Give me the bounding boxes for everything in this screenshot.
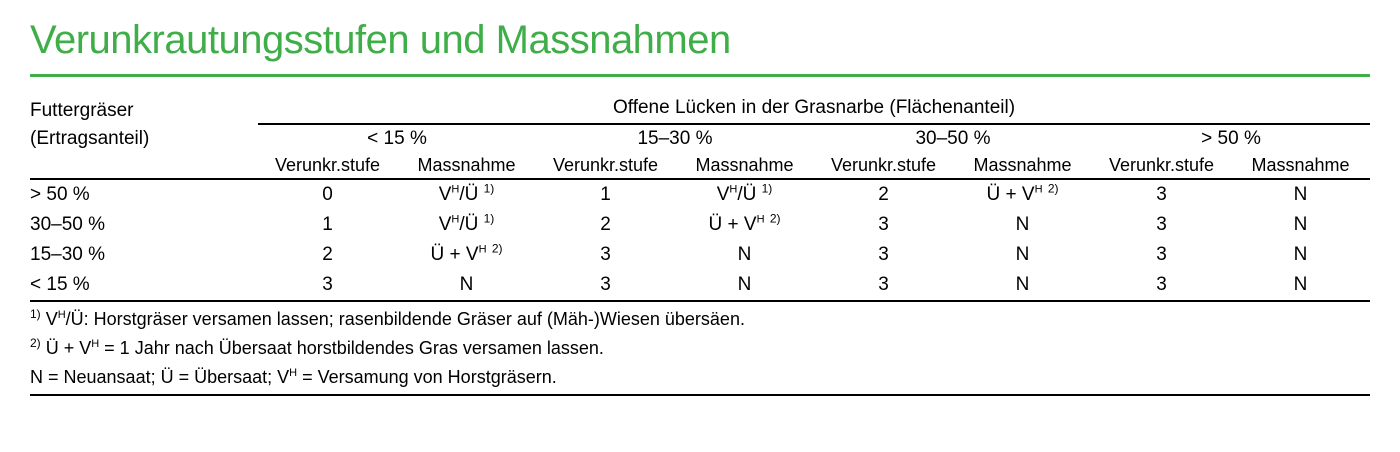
measure-superscript: H: [1034, 183, 1043, 196]
cell-massnahme: [397, 270, 536, 301]
corner-label-line1: Futtergräser: [30, 100, 134, 121]
cell-stufe: 3: [536, 270, 675, 301]
footnote-1-marker: 1): [30, 307, 41, 321]
cell-stufe: 2: [322, 244, 333, 265]
table-group-header-row: [30, 124, 1370, 152]
measure-superscript: H: [451, 213, 460, 226]
measure-text: N: [1293, 274, 1308, 295]
cell-massnahme: [953, 210, 1092, 240]
cell-stufe: 3: [878, 244, 889, 265]
table-subheader-row: [30, 152, 1370, 178]
measure-text: Ü + V: [986, 184, 1035, 205]
table-row: [30, 179, 1370, 210]
footnote-2-superscript: H: [91, 338, 100, 350]
cell-stufe: 3: [1156, 214, 1167, 235]
measure-text: V: [716, 184, 730, 205]
measure-text: N: [1293, 184, 1308, 205]
footnotes: [30, 305, 1370, 396]
footnote-2: [30, 334, 1370, 363]
cell-massnahme: [953, 270, 1092, 301]
cell-massnahme: [953, 179, 1092, 210]
cell-stufe: 3: [878, 214, 889, 235]
group-header-1: 15–30 %: [637, 128, 713, 149]
legend-text-b: = Versamung von Horstgräsern.: [297, 367, 557, 387]
footnote-marker: 1): [761, 181, 773, 196]
table-row: [30, 240, 1370, 270]
cell-massnahme: [397, 240, 536, 270]
measure-text-rest: /Ü: [737, 184, 757, 205]
cell-massnahme: [1231, 240, 1370, 270]
row-label: 30–50 %: [30, 214, 106, 235]
measure-superscript: H: [451, 183, 460, 196]
cell-stufe: 0: [322, 184, 333, 205]
cell-stufe: 2: [600, 214, 611, 235]
span-header: Offene Lücken in der Grasnarbe (Flächenanteil): [258, 93, 1370, 124]
footnote-2-text-b: = 1 Jahr nach Übersaat horstbildendes Gras versamen lassen.: [99, 338, 604, 358]
cell-massnahme: [1231, 210, 1370, 240]
title-divider: [30, 74, 1370, 77]
footnote-2-text-a: Ü + V: [45, 338, 92, 358]
subheader-stufe-2: Verunkr.stufe: [830, 155, 937, 175]
subheader-massnahme-0: Massnahme: [417, 155, 516, 175]
footnote-1-text-b: /Ü: Horstgräser versamen lassen; rasenbildende Gräser auf (Mäh-)Wiesen übersäen.: [65, 309, 745, 329]
cell-stufe: 3: [1092, 270, 1231, 301]
group-header-0: < 15 %: [367, 128, 427, 149]
subheader-empty: [30, 152, 258, 178]
cell-massnahme: [675, 270, 814, 301]
cell-stufe: 3: [258, 270, 397, 301]
table-row: [30, 210, 1370, 240]
measure-superscript: H: [756, 213, 765, 226]
cell-stufe: 2: [878, 184, 889, 205]
measure-text: N: [1293, 214, 1308, 235]
legend-text-a: N = Neuansaat; Ü = Übersaat; V: [30, 367, 290, 387]
measure-text: N: [737, 274, 752, 295]
cell-stufe: 3: [1156, 244, 1167, 265]
cell-massnahme: [675, 240, 814, 270]
footnote-1-superscript: H: [57, 309, 66, 321]
footnote-marker: 1): [483, 181, 495, 196]
subheader-massnahme-1: Massnahme: [695, 155, 794, 175]
subheader-stufe-3: Verunkr.stufe: [1108, 155, 1215, 175]
footnote-2-marker: 2): [30, 336, 41, 350]
measure-text: Ü + V: [430, 244, 479, 265]
row-label: 15–30 %: [30, 244, 106, 265]
footnote-marker: 2): [491, 241, 503, 256]
weed-levels-table: [30, 93, 1370, 302]
cell-stufe: 1: [322, 214, 333, 235]
subheader-massnahme-2: Massnahme: [973, 155, 1072, 175]
measure-text: V: [438, 214, 452, 235]
measure-text-rest: /Ü: [459, 214, 479, 235]
group-header-2: 30–50 %: [915, 128, 991, 149]
footnote-marker: 2): [769, 211, 781, 226]
cell-stufe: 3: [600, 244, 611, 265]
footnote-marker: 2): [1047, 181, 1059, 196]
legend-line: [30, 363, 1370, 396]
measure-text: N: [459, 274, 474, 295]
footnote-1: [30, 305, 1370, 334]
table-header-span-row: [30, 93, 1370, 124]
cell-massnahme: [397, 179, 536, 210]
measure-superscript: H: [478, 243, 487, 256]
row-label: < 15 %: [30, 270, 258, 301]
footnote-marker: 1): [483, 211, 495, 226]
group-header-3: > 50 %: [1201, 128, 1261, 149]
cell-massnahme: [397, 210, 536, 240]
measure-text: N: [1015, 244, 1030, 265]
cell-massnahme: [1231, 179, 1370, 210]
measure-text: N: [737, 244, 752, 265]
row-label: > 50 %: [30, 184, 90, 205]
cell-massnahme: [675, 179, 814, 210]
cell-massnahme: [1231, 270, 1370, 301]
subheader-massnahme-3: Massnahme: [1251, 155, 1350, 175]
cell-massnahme: [953, 240, 1092, 270]
subheader-stufe-1: Verunkr.stufe: [552, 155, 659, 175]
table-row: [30, 270, 1370, 301]
measure-text-rest: /Ü: [459, 184, 479, 205]
cell-stufe: 3: [814, 270, 953, 301]
measure-text: Ü + V: [708, 214, 757, 235]
measure-text: N: [1015, 274, 1030, 295]
cell-stufe: 3: [1156, 184, 1167, 205]
footnote-1-text-a: V: [45, 309, 58, 329]
legend-superscript: H: [289, 367, 298, 379]
subheader-stufe-0: Verunkr.stufe: [274, 155, 381, 175]
measure-superscript: H: [729, 183, 738, 196]
corner-label-line2: (Ertragsanteil): [30, 128, 150, 149]
measure-text: N: [1293, 244, 1308, 265]
measure-text: V: [438, 184, 452, 205]
measure-text: N: [1015, 214, 1030, 235]
cell-stufe: 1: [600, 184, 611, 205]
page-title: Verunkrautungsstufen und Massnahmen: [30, 18, 731, 62]
cell-massnahme: [675, 210, 814, 240]
